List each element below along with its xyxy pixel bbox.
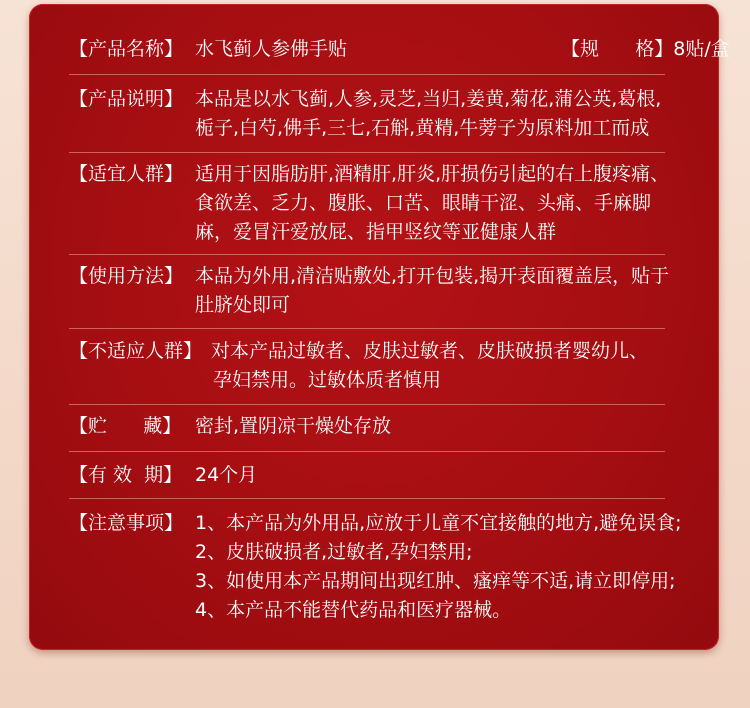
product-info-card [29,4,730,650]
audience-line: 适用于因脂肪肝,酒精肝,肝炎,肝损伤引起的右上腹疼痛、 [195,163,670,185]
divider [69,498,665,499]
divider [69,254,665,255]
spec-value: 8贴/盒 [673,38,730,60]
audience-line: 麻，爱冒汗爱放屁、指甲竖纹等亚健康人群 [195,221,557,243]
spec-label: 【规 格】 [561,38,674,60]
validity-value: 24个月 [195,464,258,486]
usage-line: 本品为外用,清洁贴敷处,打开包装,揭开表面覆盖层，贴于 [195,265,670,287]
product-name-row [69,35,730,64]
usage-label: 【使用方法】 [69,265,184,287]
description-line: 栀子,白芍,佛手,三七,石斛,黄精,牛蒡子为原料加工而成 [195,117,650,139]
divider [69,451,665,452]
divider [69,152,665,153]
description-row [69,85,665,143]
storage-label: 【贮 藏】 [69,415,182,437]
contraindications-row [69,337,665,395]
notes-line: 1、本产品为外用品,应放于儿童不宜接触的地方,避免误食; [195,512,682,534]
contraindications-line: 对本产品过敏者、皮肤过敏者、皮肤破损者婴幼儿、 [211,340,649,362]
divider [69,328,665,329]
notes-label: 【注意事项】 [69,512,184,534]
notes-row [69,509,682,625]
divider [69,404,665,405]
validity-label: 【有 效 期】 [69,464,183,486]
description-line: 本品是以水飞蓟,人参,灵芝,当归,姜黄,菊花,蒲公英,葛根, [195,88,662,110]
audience-label: 【适宜人群】 [69,163,184,185]
audience-line: 食欲差、乏力、腹胀、口苦、眼睛干涩、头痛、手麻脚 [195,192,652,214]
contraindications-line: 孕妇禁用。过敏体质者慎用 [213,369,442,391]
notes-line: 2、皮肤破损者,过敏者,孕妇禁用; [195,541,473,563]
usage-line: 肚脐处即可 [195,294,291,316]
product-name-value: 水飞蓟人参佛手贴 [195,38,348,60]
storage-value: 密封,置阴凉干燥处存放 [195,415,392,437]
notes-line: 4、本产品不能替代药品和医疗器械。 [195,599,512,621]
description-label: 【产品说明】 [69,88,184,110]
usage-row [69,262,670,320]
notes-line: 3、如使用本产品期间出现红肿、瘙痒等不适,请立即停用; [195,570,676,592]
storage-row [69,412,665,441]
product-name-label: 【产品名称】 [69,38,184,60]
validity-row [69,461,665,490]
divider [69,74,665,75]
audience-row [69,160,670,247]
contraindications-label: 【不适应人群】 [69,340,203,362]
